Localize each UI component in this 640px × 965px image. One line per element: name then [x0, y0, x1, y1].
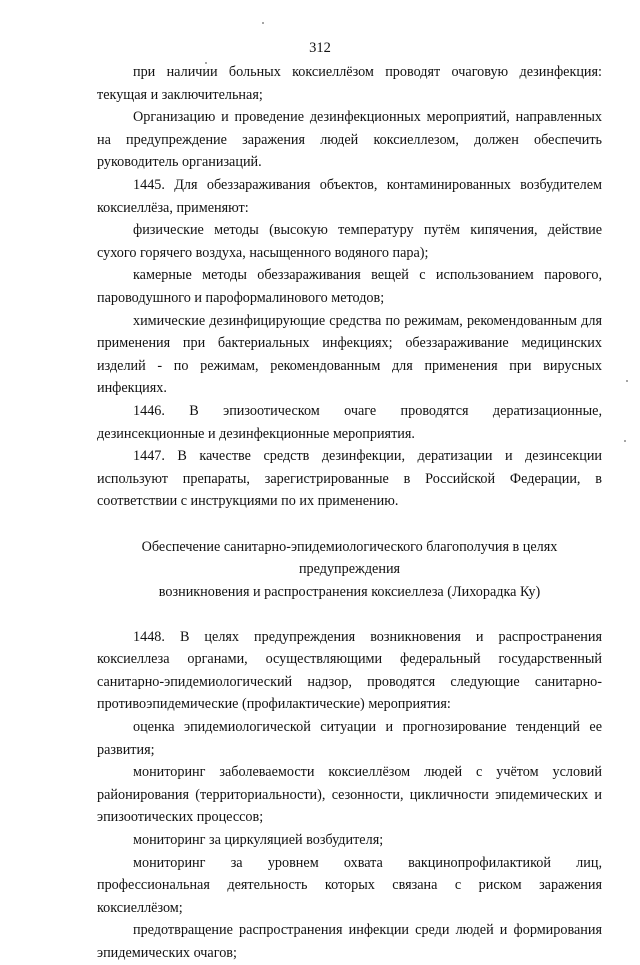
paragraph: предотвращение распространения инфекции среди людей и формирования эпидемических очагов; — [97, 922, 602, 961]
scan-speck — [626, 380, 628, 382]
section-heading — [97, 536, 602, 604]
section-heading-line: Обеспечение санитарно-эпидемиологического благополучия в целях предупреждения — [141, 538, 558, 578]
scan-speck — [205, 62, 207, 64]
paragraph: оценка эпидемиологической ситуации и прогнозирование тенденций ее развития; — [97, 719, 602, 758]
paragraph: химические дезинфицирующие средства по режимам, рекомендованным для применения при бактериальных инфекциях; обеззараживание медицинских изделий - по режимам, рекомендованным для применения при вирусных инфекциях. — [97, 312, 602, 397]
paragraph: мониторинг заболеваемости коксиеллёзом людей с учётом условий районирования (территориальности), сезонности, цикличности эпидемических и эпизоотических процессов; — [97, 764, 602, 826]
page-number: 312 — [309, 40, 331, 56]
paragraph: 1445. Для обеззараживания объектов, контаминированных возбудителем коксиеллёза, применяют: — [97, 176, 602, 216]
paragraph: 1447. В качестве средств дезинфекции, дератизации и дезинсекции используют препараты, зарегистрированные в Российской Федерации, в соответствии с инструкциями по их применению. — [97, 448, 602, 510]
paragraph: 1448. В целях предупреждения возникновения и распространения коксиеллеза органами, осуществляющими федеральный государственный санитарно-эпидемиологический надзор, проводятся следующие санитарно-противоэпидемические (профилактические) мероприятия: — [97, 628, 602, 713]
paragraph: мониторинг за уровнем охвата вакцинопрофилактикой лиц, профессиональная деятельность которых связана с риском заражения коксиеллёзом; — [97, 854, 602, 916]
section-heading-line: возникновения и распространения коксиеллеза (Лихорадка Ку) — [158, 584, 541, 601]
paragraph: 1446. В эпизоотическом очаге проводятся дератизационные, дезинсекционные и дезинфекционные мероприятия. — [97, 402, 602, 442]
scan-speck — [624, 440, 626, 442]
paragraph: Организацию и проведение дезинфекционных мероприятий, направленных на предупреждение заражения людей коксиеллезом, должен обеспечить руководитель организаций. — [97, 109, 602, 171]
paragraph: мониторинг за циркуляцией возбудителя; — [133, 832, 384, 848]
scan-speck — [262, 22, 264, 24]
paragraph: физические методы (высокую температуру путём кипячения, действие сухого горячего воздуха, насыщенного водяного пара); — [97, 222, 602, 261]
paragraph: при наличии больных коксиеллёзом проводят очаговую дезинфекция: текущая и заключительная; — [97, 64, 602, 103]
document-body — [97, 61, 602, 965]
paragraph: камерные методы обеззараживания вещей с использованием парового, пароводушного и пароформалинового методов; — [97, 267, 602, 306]
